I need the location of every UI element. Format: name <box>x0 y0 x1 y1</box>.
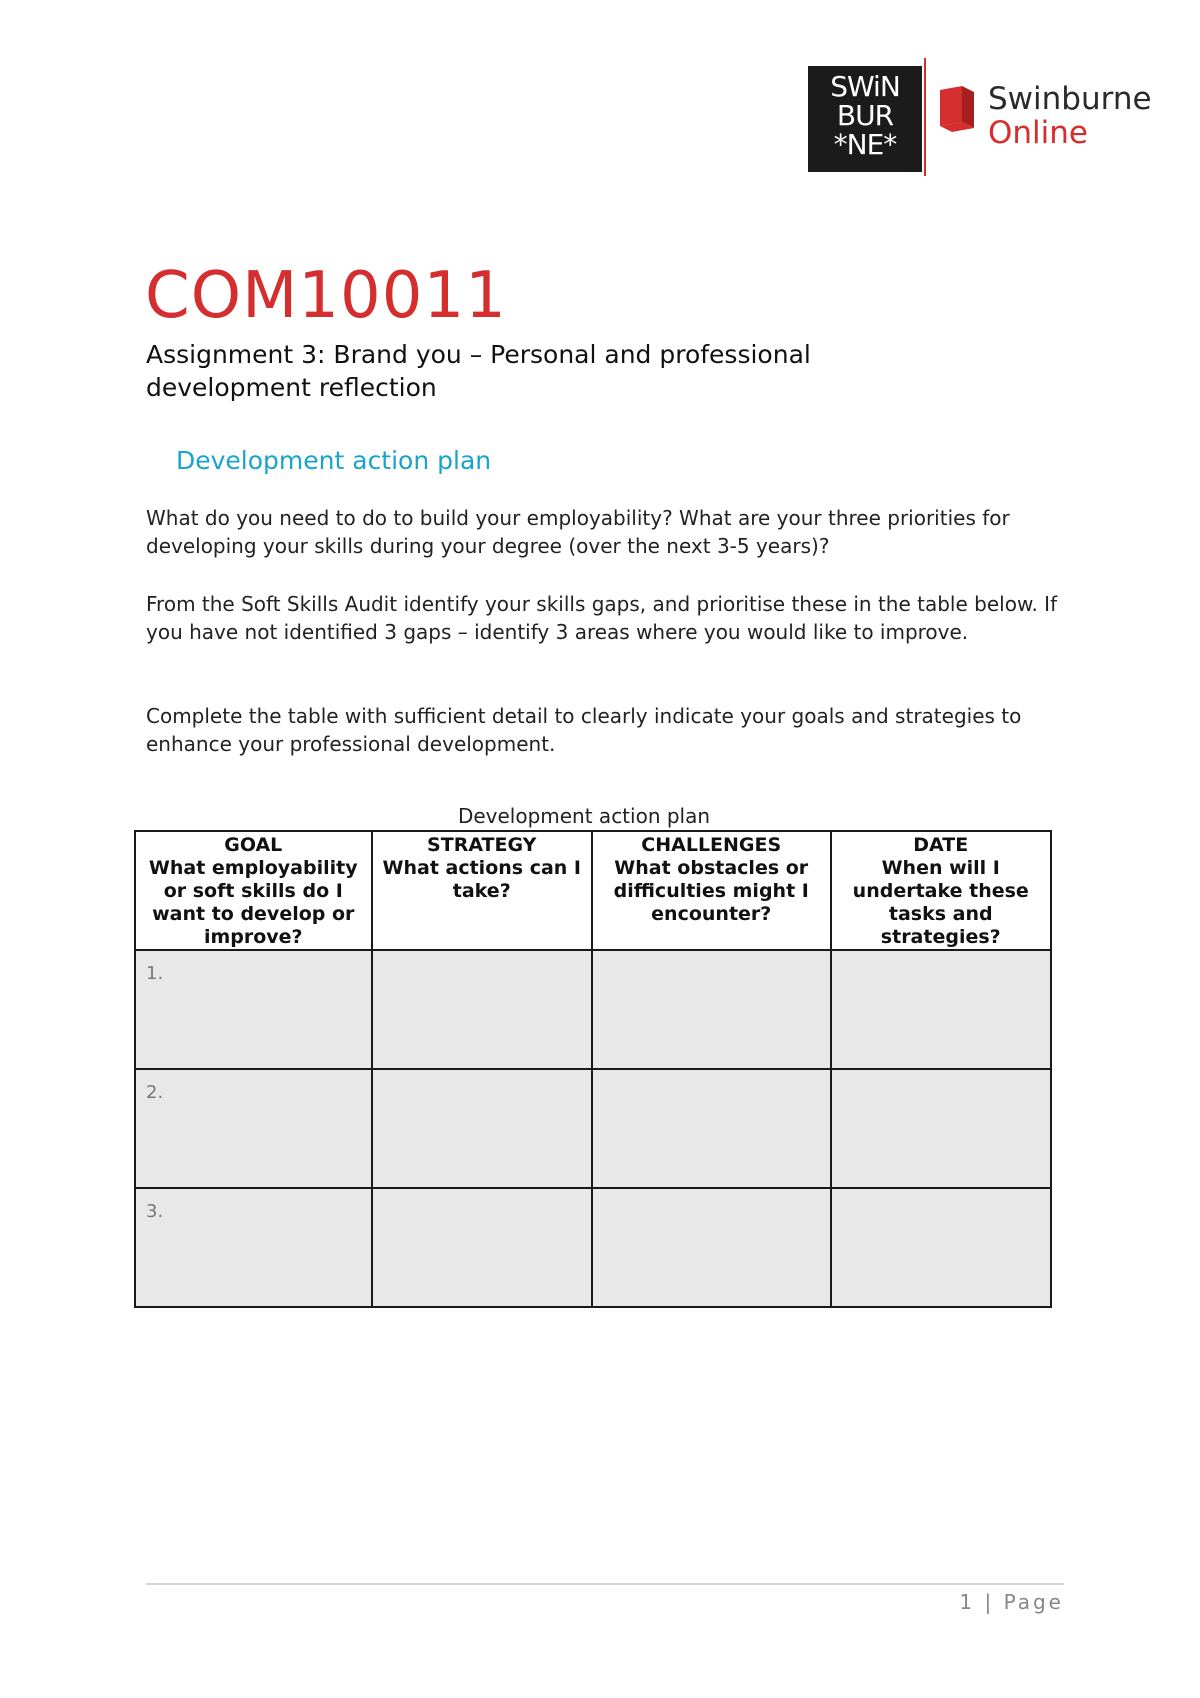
logo-divider <box>924 58 926 176</box>
crest-line-2: BUR <box>836 99 894 132</box>
strategy-input-cell[interactable] <box>372 1188 592 1307</box>
table-row <box>135 950 1051 1069</box>
header-goal-title: GOAL <box>224 834 283 856</box>
header-goal-subtitle: What employability or soft skills do I want to develop or improve? <box>148 857 358 948</box>
goal-input-cell[interactable]: 3. <box>135 1188 372 1307</box>
paragraph-complete-table: Complete the table with sufficient detail to clearly indicate your goals and strategies to enhance your professional development. <box>146 704 1022 756</box>
table-header-row <box>135 831 1051 950</box>
header-strategy <box>372 831 592 950</box>
header-challenges-subtitle: What obstacles or difficulties might I encounter? <box>613 857 809 925</box>
brand-line-2: Online <box>988 115 1088 151</box>
header-date-title: DATE <box>913 834 969 856</box>
date-input-cell[interactable] <box>831 1069 1052 1188</box>
section-heading: Development action plan <box>176 446 492 475</box>
strategy-input-cell[interactable] <box>372 1069 592 1188</box>
challenges-input-cell[interactable] <box>592 1188 831 1307</box>
development-action-plan-table <box>134 830 1052 1308</box>
date-input-cell[interactable] <box>831 950 1052 1069</box>
page-number: 1 | Page <box>959 1590 1064 1614</box>
table-caption: Development action plan <box>457 804 711 828</box>
header-strategy-title: STRATEGY <box>427 834 537 856</box>
header-challenges-title: CHALLENGES <box>641 834 782 856</box>
brand-line-1: Swinburne <box>988 81 1152 117</box>
course-code: COM10011 <box>145 259 507 333</box>
crest-line-1: SWiN <box>830 70 900 103</box>
date-input-cell[interactable] <box>831 1188 1052 1307</box>
assignment-title: Assignment 3: Brand you – Personal and professional development reflection <box>146 340 811 402</box>
paragraph-priorities: What do you need to do to build your employability? What are your three priorities for developing your skills during your degree (over the next 3-5 years)? <box>146 506 1010 558</box>
goal-input-cell[interactable]: 1. <box>135 950 372 1069</box>
footer-divider <box>146 1583 1064 1585</box>
challenges-input-cell[interactable] <box>592 950 831 1069</box>
swinburne-crest <box>808 66 922 172</box>
paragraph-skills-audit: From the Soft Skills Audit identify your skills gaps, and prioritise these in the table below. If you have not identified 3 gaps – identify 3 areas where you would like to improve. <box>146 592 1058 644</box>
header-date <box>831 831 1052 950</box>
swinburne-online-logo <box>808 58 1168 176</box>
crest-line-3: *NE* <box>833 128 897 161</box>
table-row <box>135 1188 1051 1307</box>
header-date-subtitle: When will I undertake these tasks and strategies? <box>852 857 1029 948</box>
goal-input-cell[interactable]: 2. <box>135 1069 372 1188</box>
challenges-input-cell[interactable] <box>592 1069 831 1188</box>
header-challenges <box>592 831 831 950</box>
header-strategy-subtitle: What actions can I take? <box>382 857 581 902</box>
strategy-input-cell[interactable] <box>372 950 592 1069</box>
book-icon <box>936 82 978 136</box>
table-row <box>135 1069 1051 1188</box>
brand-wordmark <box>988 82 1152 150</box>
header-goal <box>135 831 372 950</box>
